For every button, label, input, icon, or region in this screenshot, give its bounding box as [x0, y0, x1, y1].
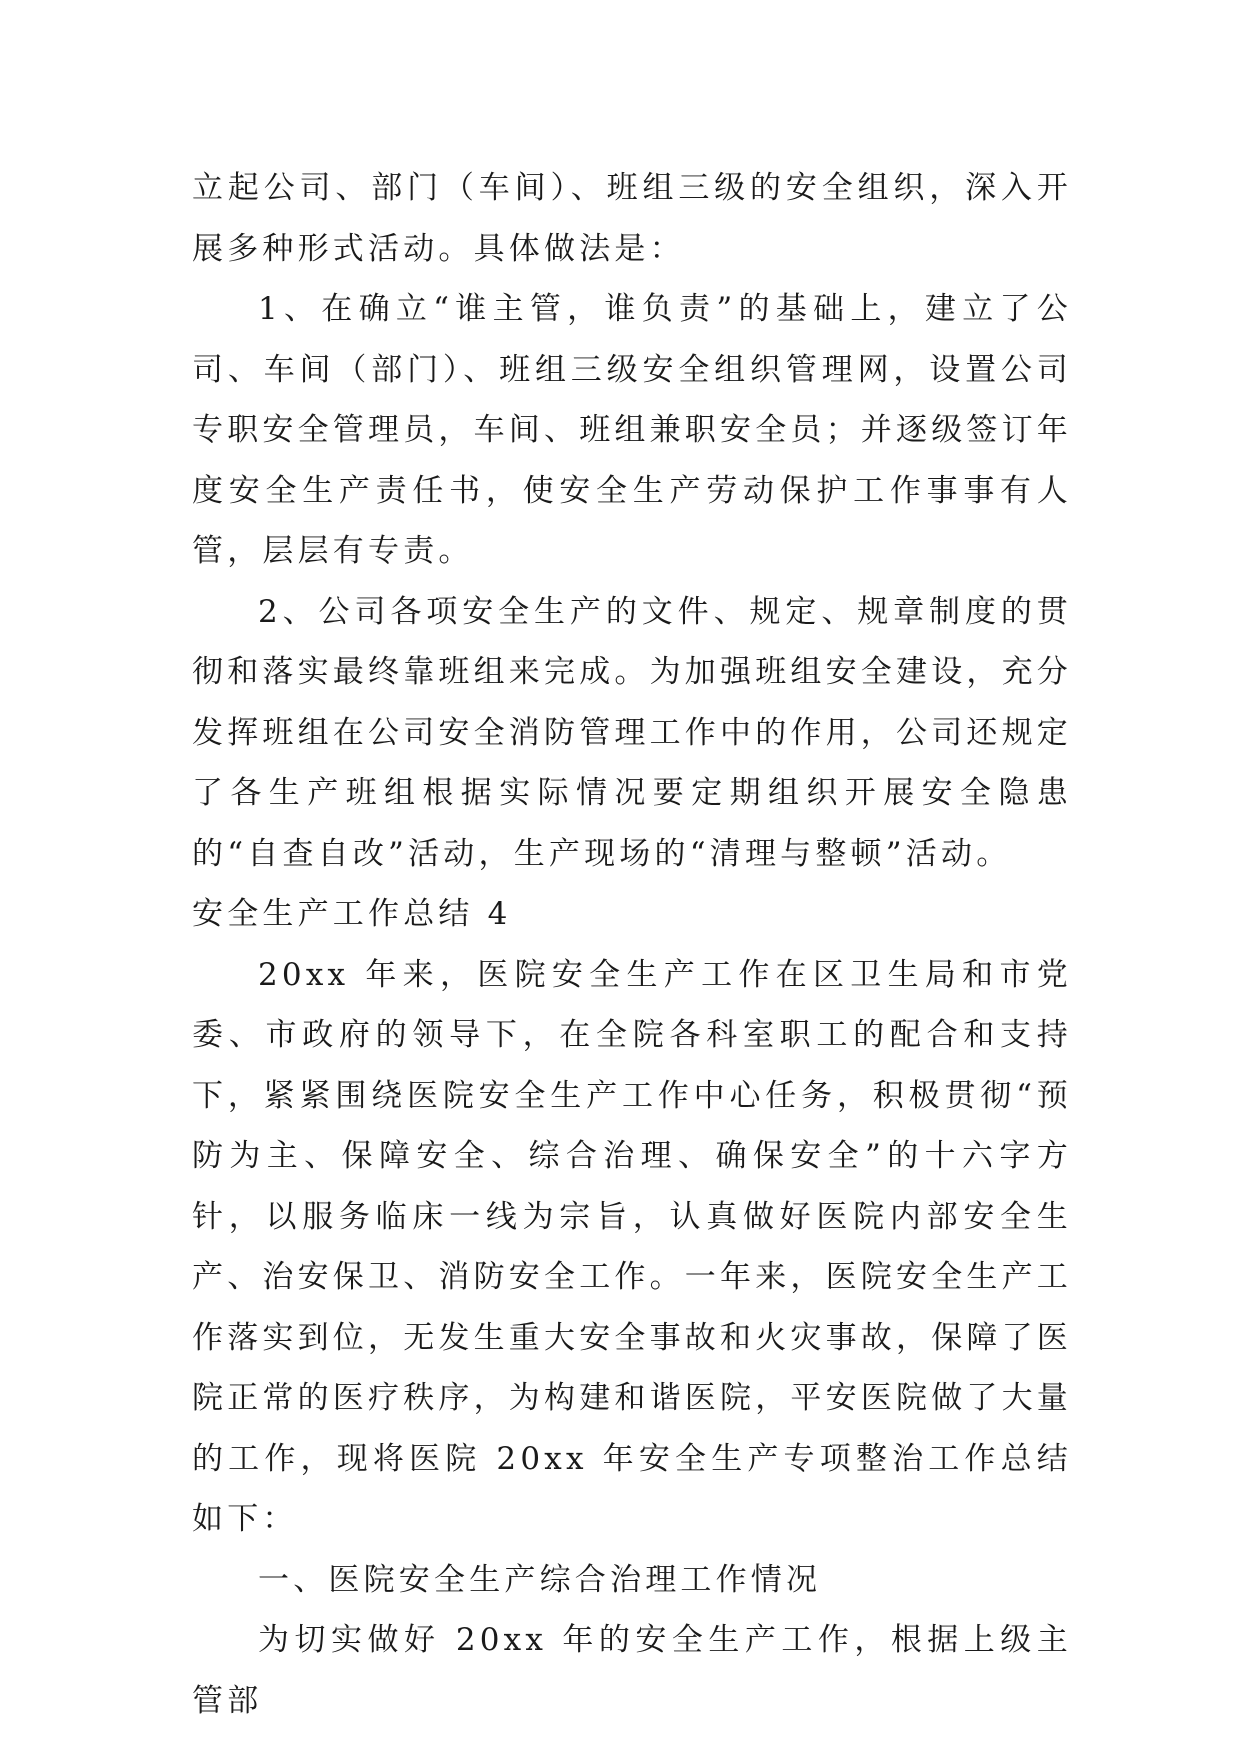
- paragraph-org-structure: 立起公司、部门（车间）、班组三级的安全组织，深入开展多种形式活动。具体做法是：: [192, 170, 1072, 267]
- paragraph-subheading: 一、医院安全生产综合治理工作情况: [258, 1561, 822, 1598]
- section-title: 安全生产工作总结 4: [192, 896, 512, 932]
- paragraph-continuation: 为切实做好 20xx 年的安全生产工作，根据上级主管部: [192, 1622, 1072, 1719]
- document-page: [192, 158, 1072, 1731]
- paragraph-summary-intro: 20xx 年来，医院安全生产工作在区卫生局和市党委、市政府的领导下，在全院各科室职工的配合和支持下，紧紧围绕医院安全生产工作中心任务，积极贯彻“预防为主、保障安全、综合治理、确保安全”的十六字方针，以服务临床一线为宗旨，认真做好医院内部安全生产、治安保卫、消防安全工作。一年来，医院安全生产工作落实到位，无发生重大安全事故和火灾事故，保障了医院正常的医疗秩序，为构建和谐医院，平安医院做了大量的工作，现将医院 20xx 年安全生产专项整治工作总结如下：: [192, 956, 1072, 1537]
- paragraph-item-1: 1、在确立“谁主管，谁负责”的基础上，建立了公司、车间（部门）、班组三级安全组织管理网，设置公司专职安全管理员，车间、班组兼职安全员；并逐级签订年度安全生产责任书，使安全生产劳动保护工作事事有人管，层层有专责。: [192, 291, 1072, 569]
- paragraph-item-2: 2、公司各项安全生产的文件、规定、规章制度的贯彻和落实最终靠班组来完成。为加强班组安全建设，充分发挥班组在公司安全消防管理工作中的作用，公司还规定了各生产班组根据实际情况要定期组织开展安全隐患的“自查自改”活动，生产现场的“清理与整顿”活动。: [192, 593, 1072, 872]
